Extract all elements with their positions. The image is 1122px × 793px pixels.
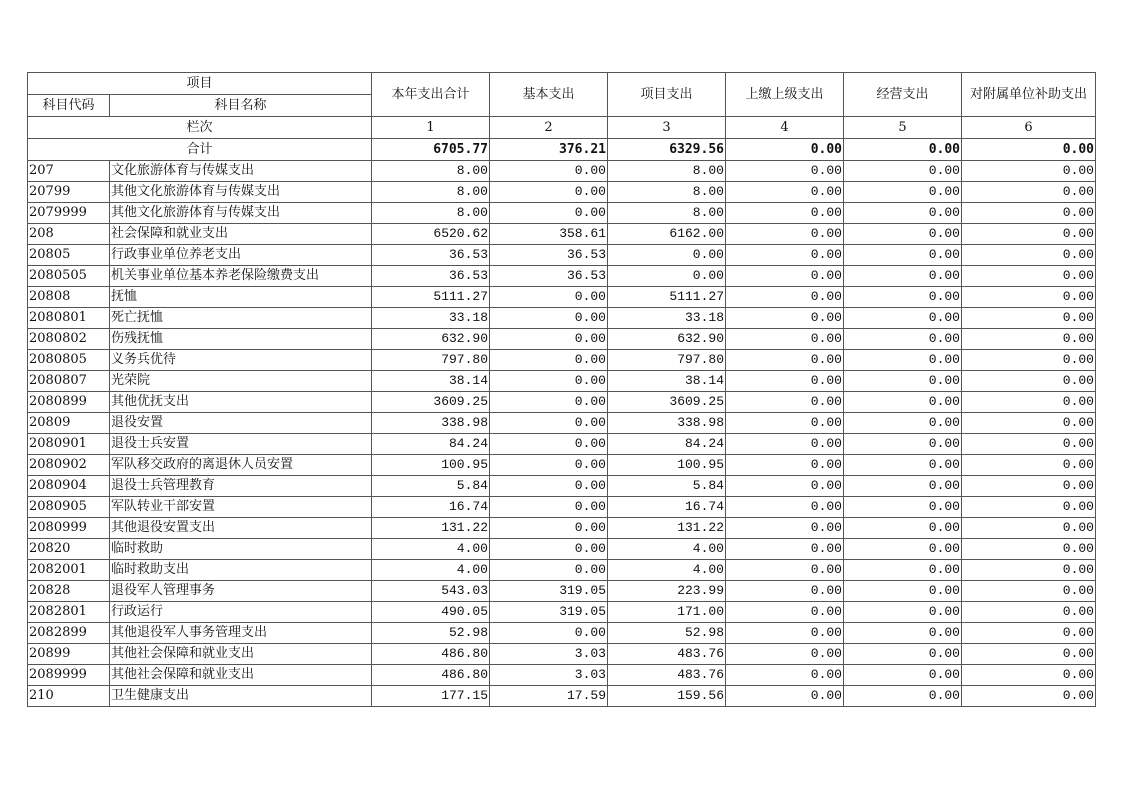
row-value: 36.53: [372, 266, 490, 287]
row-value: 5.84: [372, 476, 490, 497]
row-value: 0.00: [726, 266, 844, 287]
row-value: 17.59: [490, 686, 608, 707]
row-value: 0.00: [726, 350, 844, 371]
row-value: 0.00: [726, 623, 844, 644]
table-row: [28, 308, 1096, 329]
table-row: [28, 539, 1096, 560]
row-value: 0.00: [490, 350, 608, 371]
row-code: 2082001: [28, 560, 110, 581]
row-code: 2080905: [28, 497, 110, 518]
table-row: [28, 413, 1096, 434]
row-value: 0.00: [844, 308, 962, 329]
col-number: 3: [608, 117, 726, 139]
row-value: 0.00: [962, 350, 1096, 371]
row-value: 0.00: [844, 686, 962, 707]
row-value: 0.00: [844, 455, 962, 476]
row-value: 0.00: [490, 203, 608, 224]
table-row: [28, 224, 1096, 245]
row-code: 2080899: [28, 392, 110, 413]
row-value: 3.03: [490, 665, 608, 686]
row-value: 490.05: [372, 602, 490, 623]
total-value: 376.21: [490, 139, 608, 161]
row-value: 38.14: [608, 371, 726, 392]
row-value: 8.00: [608, 203, 726, 224]
row-value: 0.00: [962, 560, 1096, 581]
row-code: 2080801: [28, 308, 110, 329]
total-value: 6329.56: [608, 139, 726, 161]
row-value: 0.00: [490, 413, 608, 434]
row-value: 0.00: [490, 560, 608, 581]
row-value: 36.53: [372, 245, 490, 266]
row-value: 3.03: [490, 644, 608, 665]
header-code: 科目代码: [28, 95, 110, 117]
row-value: 0.00: [490, 392, 608, 413]
row-value: 0.00: [962, 161, 1096, 182]
row-name: 退役士兵安置: [110, 434, 372, 455]
row-value: 4.00: [608, 560, 726, 581]
row-name: 临时救助: [110, 539, 372, 560]
row-code: 20808: [28, 287, 110, 308]
row-value: 338.98: [608, 413, 726, 434]
row-name: 其他社会保障和就业支出: [110, 644, 372, 665]
row-name: 其他退役安置支出: [110, 518, 372, 539]
row-value: 36.53: [490, 245, 608, 266]
row-code: 2080904: [28, 476, 110, 497]
row-code: 20809: [28, 413, 110, 434]
row-value: 0.00: [962, 581, 1096, 602]
table-row: [28, 287, 1096, 308]
header-col-subsidy: 对附属单位补助支出: [962, 73, 1096, 117]
table-row: [28, 434, 1096, 455]
row-value: 0.00: [844, 434, 962, 455]
row-value: 0.00: [962, 392, 1096, 413]
row-name: 军队移交政府的离退休人员安置: [110, 455, 372, 476]
row-value: 0.00: [726, 581, 844, 602]
col-number: 5: [844, 117, 962, 139]
row-value: 5111.27: [372, 287, 490, 308]
header-col-business: 经营支出: [844, 73, 962, 117]
row-value: 0.00: [726, 602, 844, 623]
row-value: 0.00: [962, 224, 1096, 245]
row-value: 0.00: [726, 644, 844, 665]
row-value: 0.00: [844, 665, 962, 686]
table-row: [28, 623, 1096, 644]
row-name: 抚恤: [110, 287, 372, 308]
row-value: 0.00: [844, 476, 962, 497]
row-value: 632.90: [608, 329, 726, 350]
row-value: 0.00: [608, 245, 726, 266]
row-value: 0.00: [844, 518, 962, 539]
table-row: [28, 518, 1096, 539]
row-value: 0.00: [490, 476, 608, 497]
row-name: 社会保障和就业支出: [110, 224, 372, 245]
row-value: 0.00: [844, 350, 962, 371]
row-name: 退役军人管理事务: [110, 581, 372, 602]
row-value: 0.00: [962, 182, 1096, 203]
row-value: 486.80: [372, 665, 490, 686]
row-value: 16.74: [608, 497, 726, 518]
row-code: 2079999: [28, 203, 110, 224]
table-row: [28, 581, 1096, 602]
row-value: 0.00: [726, 413, 844, 434]
row-value: 5111.27: [608, 287, 726, 308]
row-value: 33.18: [608, 308, 726, 329]
row-value: 84.24: [608, 434, 726, 455]
row-value: 52.98: [372, 623, 490, 644]
row-value: 4.00: [372, 560, 490, 581]
table-row: [28, 182, 1096, 203]
row-name: 死亡抚恤: [110, 308, 372, 329]
table-row: [28, 476, 1096, 497]
row-name: 机关事业单位基本养老保险缴费支出: [110, 266, 372, 287]
row-code: 20828: [28, 581, 110, 602]
row-value: 0.00: [844, 623, 962, 644]
row-code: 20805: [28, 245, 110, 266]
row-value: 0.00: [490, 539, 608, 560]
row-code: 2082899: [28, 623, 110, 644]
row-value: 3609.25: [608, 392, 726, 413]
row-value: 0.00: [490, 329, 608, 350]
row-code: 2080902: [28, 455, 110, 476]
header-name: 科目名称: [110, 95, 372, 117]
row-value: 0.00: [962, 476, 1096, 497]
row-value: 0.00: [726, 308, 844, 329]
row-value: 131.22: [372, 518, 490, 539]
row-value: 0.00: [844, 560, 962, 581]
row-value: 223.99: [608, 581, 726, 602]
row-value: 0.00: [844, 644, 962, 665]
row-value: 0.00: [490, 308, 608, 329]
row-value: 632.90: [372, 329, 490, 350]
header-col-project: 项目支出: [608, 73, 726, 117]
table-row: [28, 455, 1096, 476]
row-value: 8.00: [608, 182, 726, 203]
row-value: 38.14: [372, 371, 490, 392]
row-name: 退役士兵管理教育: [110, 476, 372, 497]
row-value: 8.00: [372, 203, 490, 224]
row-value: 0.00: [844, 287, 962, 308]
row-value: 171.00: [608, 602, 726, 623]
row-value: 0.00: [962, 602, 1096, 623]
row-code: 2080901: [28, 434, 110, 455]
row-name: 其他退役军人事务管理支出: [110, 623, 372, 644]
row-value: 0.00: [962, 203, 1096, 224]
table-row: [28, 644, 1096, 665]
row-value: 0.00: [490, 182, 608, 203]
row-value: 6520.62: [372, 224, 490, 245]
row-code: 2080999: [28, 518, 110, 539]
row-value: 0.00: [962, 518, 1096, 539]
row-value: 0.00: [844, 371, 962, 392]
row-value: 0.00: [726, 182, 844, 203]
row-name: 其他社会保障和就业支出: [110, 665, 372, 686]
table-row: [28, 497, 1096, 518]
col-number: 6: [962, 117, 1096, 139]
row-value: 0.00: [844, 392, 962, 413]
row-value: 0.00: [608, 266, 726, 287]
row-value: 0.00: [962, 329, 1096, 350]
row-value: 84.24: [372, 434, 490, 455]
row-value: 0.00: [726, 686, 844, 707]
table-row: [28, 161, 1096, 182]
row-value: 0.00: [490, 161, 608, 182]
row-code: 207: [28, 161, 110, 182]
row-code: 20799: [28, 182, 110, 203]
row-code: 20899: [28, 644, 110, 665]
header-col-upper: 上缴上级支出: [726, 73, 844, 117]
row-name: 行政事业单位养老支出: [110, 245, 372, 266]
total-value: 0.00: [726, 139, 844, 161]
row-value: 0.00: [962, 371, 1096, 392]
row-value: 177.15: [372, 686, 490, 707]
table-row: [28, 371, 1096, 392]
row-name: 文化旅游体育与传媒支出: [110, 161, 372, 182]
row-value: 0.00: [726, 539, 844, 560]
row-code: 208: [28, 224, 110, 245]
row-value: 8.00: [608, 161, 726, 182]
row-value: 52.98: [608, 623, 726, 644]
row-value: 358.61: [490, 224, 608, 245]
row-value: 0.00: [490, 371, 608, 392]
row-value: 4.00: [608, 539, 726, 560]
row-name: 行政运行: [110, 602, 372, 623]
row-value: 0.00: [844, 329, 962, 350]
row-value: 0.00: [726, 161, 844, 182]
table-row: [28, 686, 1096, 707]
row-value: 0.00: [726, 497, 844, 518]
row-value: 6162.00: [608, 224, 726, 245]
totals-row: [28, 139, 1096, 161]
col-number: 2: [490, 117, 608, 139]
row-value: 0.00: [844, 182, 962, 203]
row-value: 0.00: [844, 203, 962, 224]
row-value: 0.00: [844, 413, 962, 434]
row-value: 797.80: [372, 350, 490, 371]
total-value: 6705.77: [372, 139, 490, 161]
row-value: 486.80: [372, 644, 490, 665]
table-row: [28, 245, 1096, 266]
row-value: 0.00: [962, 413, 1096, 434]
row-value: 0.00: [962, 665, 1096, 686]
row-value: 0.00: [726, 434, 844, 455]
row-value: 8.00: [372, 161, 490, 182]
row-code: 2080807: [28, 371, 110, 392]
row-value: 483.76: [608, 644, 726, 665]
row-value: 0.00: [726, 245, 844, 266]
table-row: [28, 266, 1096, 287]
row-value: 0.00: [844, 602, 962, 623]
table-row: [28, 392, 1096, 413]
row-value: 0.00: [490, 623, 608, 644]
table-row: [28, 329, 1096, 350]
row-name: 其他优抚支出: [110, 392, 372, 413]
row-value: 338.98: [372, 413, 490, 434]
row-value: 0.00: [962, 623, 1096, 644]
row-value: 131.22: [608, 518, 726, 539]
row-value: 0.00: [844, 245, 962, 266]
expenditure-table: [27, 72, 1096, 707]
row-value: 5.84: [608, 476, 726, 497]
row-code: 2089999: [28, 665, 110, 686]
row-value: 0.00: [726, 476, 844, 497]
row-code: 2080802: [28, 329, 110, 350]
row-code: 2082801: [28, 602, 110, 623]
row-value: 0.00: [726, 560, 844, 581]
table-row: [28, 665, 1096, 686]
total-value: 0.00: [962, 139, 1096, 161]
table-row: [28, 560, 1096, 581]
row-value: 36.53: [490, 266, 608, 287]
row-name: 卫生健康支出: [110, 686, 372, 707]
row-value: 33.18: [372, 308, 490, 329]
row-value: 319.05: [490, 602, 608, 623]
row-value: 0.00: [726, 203, 844, 224]
row-value: 543.03: [372, 581, 490, 602]
row-name: 退役安置: [110, 413, 372, 434]
row-name: 军队转业干部安置: [110, 497, 372, 518]
row-value: 0.00: [844, 539, 962, 560]
row-value: 0.00: [844, 266, 962, 287]
col-number: 1: [372, 117, 490, 139]
total-value: 0.00: [844, 139, 962, 161]
row-name: 临时救助支出: [110, 560, 372, 581]
row-value: 100.95: [372, 455, 490, 476]
row-value: 0.00: [726, 455, 844, 476]
row-value: 0.00: [726, 224, 844, 245]
row-value: 0.00: [490, 434, 608, 455]
row-value: 0.00: [726, 665, 844, 686]
row-value: 319.05: [490, 581, 608, 602]
row-name: 伤残抚恤: [110, 329, 372, 350]
row-value: 0.00: [962, 434, 1096, 455]
row-value: 0.00: [962, 308, 1096, 329]
row-value: 0.00: [962, 266, 1096, 287]
row-value: 16.74: [372, 497, 490, 518]
row-name: 其他文化旅游体育与传媒支出: [110, 182, 372, 203]
row-value: 797.80: [608, 350, 726, 371]
row-value: 0.00: [962, 287, 1096, 308]
row-value: 0.00: [844, 224, 962, 245]
row-value: 4.00: [372, 539, 490, 560]
table-row: [28, 602, 1096, 623]
row-value: 0.00: [962, 686, 1096, 707]
table-row: [28, 203, 1096, 224]
totals-label: 合计: [28, 139, 372, 161]
row-value: 0.00: [844, 497, 962, 518]
row-value: 0.00: [490, 497, 608, 518]
table-row: [28, 350, 1096, 371]
row-code: 210: [28, 686, 110, 707]
row-value: 0.00: [962, 644, 1096, 665]
row-value: 0.00: [962, 497, 1096, 518]
row-value: 8.00: [372, 182, 490, 203]
row-value: 159.56: [608, 686, 726, 707]
header-item: 项目: [28, 73, 372, 95]
row-value: 0.00: [962, 539, 1096, 560]
row-name: 光荣院: [110, 371, 372, 392]
row-value: 0.00: [726, 518, 844, 539]
row-value: 0.00: [962, 245, 1096, 266]
row-value: 0.00: [962, 455, 1096, 476]
row-name: 其他文化旅游体育与传媒支出: [110, 203, 372, 224]
row-value: 0.00: [726, 329, 844, 350]
col-number: 4: [726, 117, 844, 139]
row-value: 3609.25: [372, 392, 490, 413]
row-name: 义务兵优待: [110, 350, 372, 371]
header-col-basic: 基本支出: [490, 73, 608, 117]
row-value: 100.95: [608, 455, 726, 476]
header-col-total: 本年支出合计: [372, 73, 490, 117]
row-value: 0.00: [726, 371, 844, 392]
row-value: 0.00: [490, 518, 608, 539]
row-code: 2080805: [28, 350, 110, 371]
row-value: 0.00: [726, 287, 844, 308]
row-value: 0.00: [726, 392, 844, 413]
row-code: 20820: [28, 539, 110, 560]
row-value: 0.00: [490, 287, 608, 308]
row-value: 0.00: [844, 161, 962, 182]
row-value: 0.00: [844, 581, 962, 602]
header-row-index: 栏次: [28, 117, 372, 139]
row-value: 0.00: [490, 455, 608, 476]
row-value: 483.76: [608, 665, 726, 686]
row-code: 2080505: [28, 266, 110, 287]
